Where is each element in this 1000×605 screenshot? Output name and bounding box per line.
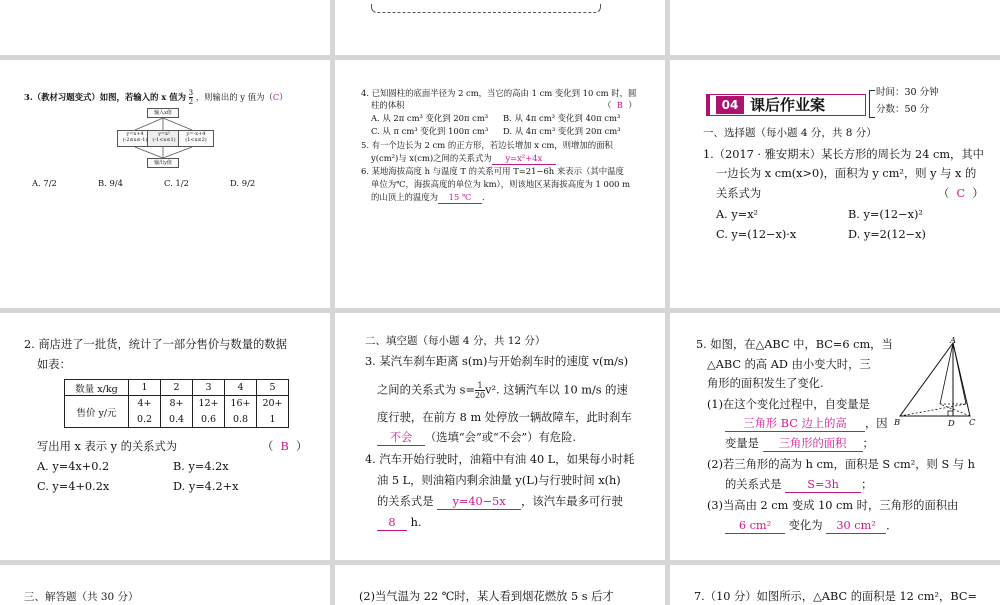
q5-line-1: 5. 有一个边长为 2 cm 的正方形，若边长增加 x cm，则增加的面积 xyxy=(361,140,613,150)
answer-fill-3: 不会 xyxy=(377,431,425,446)
flowchart-box-3: y=-x+4 (1<x≤2) xyxy=(178,130,214,147)
table-cell: 售价 y/元 xyxy=(65,396,129,428)
triangle-question-panel xyxy=(670,313,1000,560)
fill-q3-line-3: 度行驶，在前方 8 m 处停放一辆故障车，此时刹车 xyxy=(377,411,632,424)
flowchart-box-1: y=x+4 (-2≤x≤-1) xyxy=(117,130,153,147)
score-total: 分数：50 分 xyxy=(876,104,930,115)
q1-option-a: A. y=x² xyxy=(716,208,759,221)
label-a: A xyxy=(950,335,957,345)
answer-area-to: 30 cm² xyxy=(826,519,886,534)
question-3-stem-2: ，则输出的 y 值为（ xyxy=(195,92,273,102)
answer-2: B xyxy=(280,440,289,453)
table-cell: 0.6 xyxy=(193,412,225,428)
fraction-numerator: 1 xyxy=(475,381,485,391)
q5-part-3: (3)当高由 2 cm 变成 10 cm 时，三角形的面积由 xyxy=(707,499,959,512)
bottom-middle-panel xyxy=(335,565,665,605)
q2-option-a: A. y=4x+0.2 xyxy=(37,460,110,473)
answer-5: y=x²+4x xyxy=(492,153,556,165)
q5-part-1-b: 变量是 三角形的面积 ； xyxy=(725,437,874,450)
table-cell: 8+ xyxy=(161,396,193,412)
time-score-bracket xyxy=(869,90,875,118)
top-left-panel xyxy=(0,0,330,55)
time-limit: 时间：30 分钟 xyxy=(876,87,939,98)
homework-title: 课后作业案 xyxy=(750,96,826,114)
table-cell: 0.2 xyxy=(129,412,161,428)
q1-option-d: D. y=2(12−x) xyxy=(848,228,926,241)
fill-q4-line-3: 的关系式是 y=40−5x ，该汽车最多可行驶 xyxy=(377,495,623,508)
answer-4: B xyxy=(616,100,623,110)
table-cell: 0.8 xyxy=(225,412,257,428)
q5-part-3-b: 6 cm² 变化为 30 cm² ． xyxy=(725,519,897,534)
q4-line-1: 4. 已知圆柱的底面半径为 2 cm，当它的高由 1 cm 变化到 10 cm 时，圆 xyxy=(361,88,637,98)
q1-answer-paren: （ C ） xyxy=(938,187,984,200)
answer-relation: S=3h xyxy=(785,478,861,493)
question-3-stem: 3.（教材习题变式）如图，若输入的 x 值为 xyxy=(24,92,186,102)
table-cell: 1 xyxy=(129,380,161,396)
questions-4-6-panel xyxy=(335,60,665,308)
q4-option-a: A. 从 2π cm³ 变化到 20π cm³ xyxy=(371,113,489,123)
flowchart-box-2: y=x² (-1<x≤1) xyxy=(147,130,181,147)
section-badge: 04 xyxy=(716,96,744,114)
flowchart-output-box: 输出y值 xyxy=(147,158,179,168)
fill-q3-line-1: 3. 某汽车刹车距离 s(m)与开始刹车时的速度 v(m/s) xyxy=(365,355,629,368)
q5-part-2-b: 的关系式是 S=3h ； xyxy=(725,478,873,491)
fill-in-panel xyxy=(335,313,665,560)
fraction-denominator: 20 xyxy=(474,391,486,400)
answer-fill-4b: 8 xyxy=(377,516,407,531)
table-cell: 3 xyxy=(193,380,225,396)
fill-q3-line-4: 不会 （选填“会”或“不会”）有危险. xyxy=(377,431,576,446)
q4-option-d: D. 从 4π cm³ 变化到 20π cm³ xyxy=(503,126,621,136)
top-right-panel xyxy=(670,0,1000,55)
q5-part-2: (2)若三角形的高为 h cm，面积是 S cm²，则 S 与 h xyxy=(707,458,975,471)
q1-line-2: 一边长为 x cm(x>0)，面积为 y cm²，则 y 与 x 的 xyxy=(716,167,977,180)
q1-line-3: 关系式为 xyxy=(716,187,762,200)
q2-line-1: 2. 商店进了一批货，统计了一部分售价与数量的数据 xyxy=(24,338,287,351)
label-d: D xyxy=(948,418,955,428)
section-3-heading: 三、解答题（共 30 分） xyxy=(24,591,139,603)
q2-option-d: D. y=4.2+x xyxy=(173,480,239,493)
q2-option-c: C. y=4+0.2x xyxy=(37,480,110,493)
answer-dependent-var: 三角形的面积 xyxy=(763,437,863,452)
table-cell: 20+ xyxy=(257,396,289,412)
bottom-middle-text: (2)当气温为 22 ℃时，某人看到烟花燃放 5 s 后才 xyxy=(359,590,614,603)
q5-line-2: y(cm²)与 x(cm)之间的关系式为 y=x²+4x xyxy=(371,153,556,165)
bottom-right-text: 7.（10 分）如图所示，△ABC 的面积是 12 cm²，BC= xyxy=(694,590,977,603)
q5-part-1-answer: 三角形 BC 边上的高 ，因 xyxy=(725,417,888,432)
bottom-right-panel xyxy=(670,565,1000,605)
label-b: B xyxy=(894,417,901,427)
price-table xyxy=(64,379,289,428)
q1-line-1: 1.（2017 · 雅安期末）某长方形的周长为 24 cm，其中 xyxy=(703,148,984,161)
paren-close: ） xyxy=(279,92,288,102)
q5-line-2: △ABC 的高 AD 由小变大时，三 xyxy=(707,358,871,371)
table-row xyxy=(65,396,289,412)
q6-line-2: 单位为℃，海拔高度的单位为 km），则该地区某海拔高度为 1 000 m xyxy=(371,179,631,189)
answer-3: C xyxy=(272,92,280,102)
answer-6: 15 ℃ xyxy=(438,192,482,204)
q4-option-b: B. 从 4π cm³ 变化到 40π cm³ xyxy=(503,113,621,123)
table-cell: 5 xyxy=(257,380,289,396)
question-3-panel xyxy=(0,60,330,308)
option-b: B. 9/4 xyxy=(98,178,123,188)
fill-q3-line-2: 之间的关系式为 s= $\frac{1}{20}$ v². 这辆汽车以 10 m/s 的速 xyxy=(377,381,628,400)
table-cell: 16+ xyxy=(225,396,257,412)
section-2-heading: 二、填空题（每小题 4 分，共 12 分） xyxy=(365,335,546,347)
answer-independent-var: 三角形 BC 边上的高 xyxy=(725,417,865,432)
answer-1: C xyxy=(956,187,966,200)
q2-line-2: 如表： xyxy=(37,358,71,371)
bottom-left-panel xyxy=(0,565,330,605)
q4-answer-paren: （ B ） xyxy=(603,100,637,110)
answer-area-from: 6 cm² xyxy=(725,519,785,534)
table-row xyxy=(65,380,289,396)
table-cell: 4+ xyxy=(129,396,161,412)
homework-panel xyxy=(670,60,1000,308)
fraction-numerator: 3 xyxy=(188,89,194,97)
flowchart-input-box: 输入x值 xyxy=(147,108,179,118)
decorative-frame-bottom xyxy=(371,4,601,13)
table-cell: 4 xyxy=(225,380,257,396)
q4-option-c: C. 从 π cm³ 变化到 100π cm³ xyxy=(371,126,489,136)
option-c: C. 1/2 xyxy=(164,178,189,188)
q2-option-b: B. y=4.2x xyxy=(173,460,229,473)
q2-line-3: 写出用 x 表示 y 的关系式为 xyxy=(37,440,178,453)
q5-line-1: 5. 如图，在△ABC 中，BC=6 cm，当 xyxy=(696,338,893,351)
table-cell: 1 xyxy=(257,412,289,428)
table-cell: 0.4 xyxy=(161,412,193,428)
q1-option-c: C. y=(12−x)·x xyxy=(716,228,797,241)
q1-option-b: B. y=(12−x)² xyxy=(848,208,923,221)
fill-q4-line-4: 8 h. xyxy=(377,516,421,531)
q2-answer-paren: （ B ） xyxy=(262,440,308,453)
answer-fill-4a: y=40−5x xyxy=(437,495,521,510)
top-middle-panel xyxy=(335,0,665,55)
q5-line-3: 角形的面积发生了变化. xyxy=(707,377,824,390)
table-cell: 数量 x/kg xyxy=(65,380,129,396)
q6-line-1: 6. 某地海拔高度 h 与温度 T 的关系可用 T=21−6h 来表示（其中温度 xyxy=(361,166,624,176)
section-1-heading: 一、选择题（每小题 4 分，共 8 分） xyxy=(703,127,877,139)
option-d: D. 9/2 xyxy=(230,178,256,188)
fill-q4-line-1: 4. 汽车开始行驶时，油箱中有油 40 L，如果每小时耗 xyxy=(365,453,635,466)
question-2-panel xyxy=(0,313,330,560)
fraction-denominator: 2 xyxy=(188,98,194,106)
option-a: A. 7/2 xyxy=(32,178,57,188)
q4-line-2: 柱的体积 xyxy=(371,100,405,110)
q5-part-1: (1)在这个变化过程中，自变量是 xyxy=(707,398,870,411)
fill-q4-line-2: 油 5 L，则油箱内剩余油量 y(L)与行驶时间 x(h) xyxy=(377,474,621,487)
q6-line-3: 的山顶上的温度为 15 ℃ ． xyxy=(371,192,491,202)
table-cell: 2 xyxy=(161,380,193,396)
label-c: C xyxy=(969,417,976,427)
table-cell: 12+ xyxy=(193,396,225,412)
